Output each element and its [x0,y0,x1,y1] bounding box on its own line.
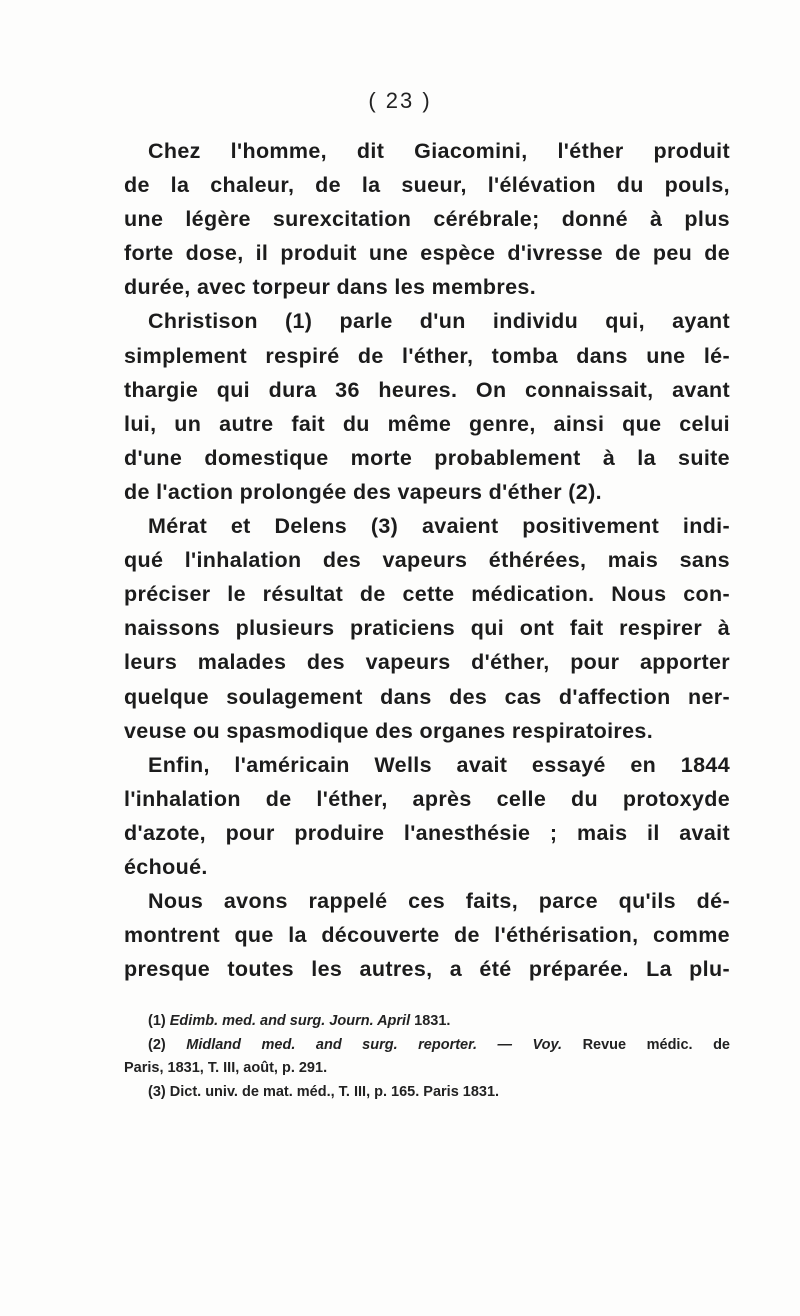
footnotes [124,1010,730,1104]
text-line: montrent que la découverte de l'éthérisation, comme [124,923,730,948]
text-line: leurs malades des vapeurs d'éther, pour apporter [124,650,730,675]
footnote-source: Revue médic. de [582,1036,730,1053]
text-line: quelque soulagement dans des cas d'affection ner- [124,684,730,709]
text-line: de l'action prolongée des vapeurs d'éther (2). [124,479,602,504]
footnote-title: Edimb. med. and surg. Journ. April [169,1013,411,1029]
text-line: une légère surexcitation cérébrale; donné à plus [124,207,730,232]
text-line: d'une domestique morte probablement à la suite [124,445,730,470]
text-line: Nous avons rappelé ces faits, parce qu'ils dé- [148,889,730,914]
text-line: lui, un autre fait du même genre, ainsi que celui [124,411,730,436]
text-line: l'inhalation de l'éther, après celle du protoxyde [124,786,730,811]
text-line: naissons plusieurs praticiens qui ont fait respirer à [124,616,730,641]
text-line: simplement respiré de l'éther, tomba dans une lé- [124,343,730,368]
footnote-number: (1) [148,1013,166,1029]
text-line: forte dose, il produit une espèce d'ivresse de peu de [124,241,730,266]
text-line: de la chaleur, de la sueur, l'élévation du pouls, [124,173,730,198]
footnote-voy: Voy. [532,1036,563,1053]
footnote-2-continued: Paris, 1831, T. III, août, p. 291. [124,1060,328,1076]
text-line: presque toutes les autres, a été préparée. La plu- [124,957,730,982]
text-line: échoué. [124,854,208,879]
page-number: ( 23 ) [368,88,432,113]
footnote-2 [124,1034,730,1058]
text-line: thargie qui dura 36 heures. On connaissait, avant [124,377,730,402]
text-line: durée, avec torpeur dans les membres. [124,275,537,300]
text-line: qué l'inhalation des vapeurs éthérées, mais sans [124,548,730,573]
footnote-3: (3) Dict. univ. de mat. méd., T. III, p. 165. Paris 1831. [148,1083,500,1100]
text-line: Chez l'homme, dit Giacomini, l'éther produit [148,139,730,163]
footnote-title: Midland med. and surg. reporter. — [186,1036,512,1053]
text-line: préciser le résultat de cette médication. Nous con- [124,582,730,607]
footnote-1 [124,1010,730,1034]
footnote-number: (2) [148,1036,166,1053]
text-line: Christison (1) parle d'un individu qui, ayant [148,309,730,334]
body-text [124,134,730,986]
footnote-year: 1831. [414,1013,451,1029]
text-line: Enfin, l'américain Wells avait essayé en 1844 [148,752,730,777]
text-line: d'azote, pour produire l'anesthésie ; mais il avait [124,820,730,845]
text-line: Mérat et Delens (3) avaient positivement indi- [148,514,730,539]
text-line: veuse ou spasmodique des organes respiratoires. [124,718,654,743]
